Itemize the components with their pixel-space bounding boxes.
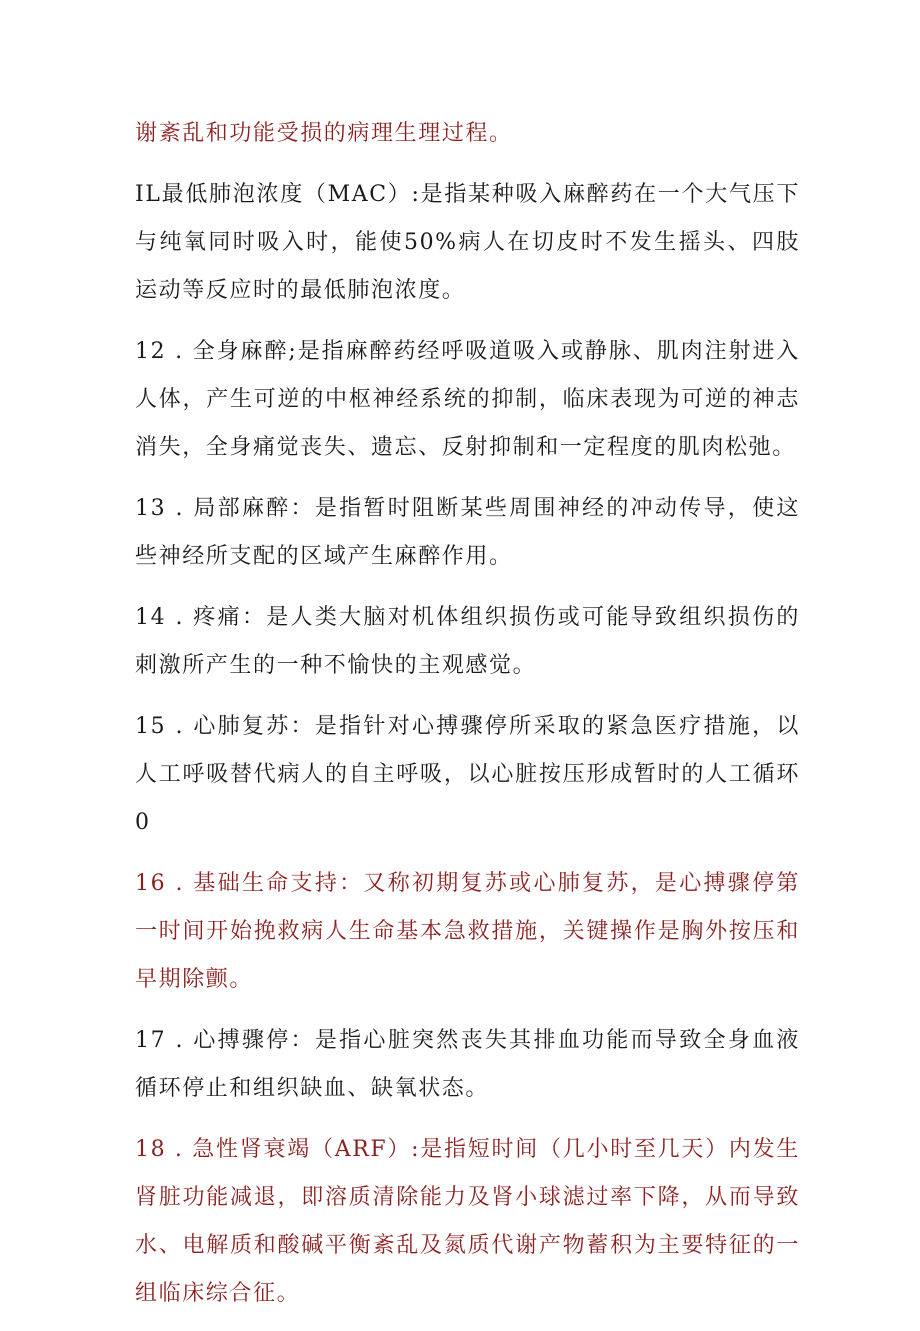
paragraph-continuation: 谢紊乱和功能受损的病理生理过程。 — [135, 121, 513, 146]
paragraph-cpr: 15 . 心肺复苏：是指针对心搏骤停所采取的紧急医疗措施，以人工呼吸替代病人的自主呼吸，以心脏按压形成暂时的人工循环0 — [135, 714, 800, 835]
paragraph-general-anesthesia: 12 . 全身麻醉;是指麻醉药经呼吸道吸入或静脉、肌肉注射进入人体，产生可逆的中枢神经系统的抑制，临床表现为可逆的神志消失，全身痛觉丧失、遗忘、反射抑制和一定程度的肌肉松弛。 — [135, 339, 800, 460]
paragraph-acute-renal-failure: 18 . 急性肾衰竭（ARF）:是指短时间（几小时至几天）内发生肾脏功能减退，即溶质清除能力及肾小球滤过率下降，从而导致水、电解质和酸碱平衡紊乱及氮质代谢产物蓄积为主要特征的一组临床综合征。 — [135, 1137, 800, 1306]
paragraph-local-anesthesia: 13 . 局部麻醉：是指暂时阻断某些周围神经的冲动传导，使这些神经所支配的区域产生麻醉作用。 — [135, 496, 800, 569]
document-body — [135, 110, 800, 1331]
paragraph-pain: 14 . 疼痛：是人类大脑对机体组织损伤或可能导致组织损伤的刺激所产生的一种不愉快的主观感觉。 — [135, 605, 800, 678]
paragraph-mac-definition: IL最低肺泡浓度（MAC）:是指某种吸入麻醉药在一个大气压下与纯氧同时吸入时，能使50%病人在切皮时不发生摇头、四肢运动等反应时的最低肺泡浓度。 — [135, 182, 800, 303]
paragraph-cardiac-arrest: 17 . 心搏骤停：是指心脏突然丧失其排血功能而导致全身血液循环停止和组织缺血、缺氧状态。 — [135, 1028, 800, 1101]
paragraph-basic-life-support: 16 . 基础生命支持：又称初期复苏或心肺复苏，是心搏骤停第一时间开始挽救病人生命基本急救措施，关键操作是胸外按压和早期除颤。 — [135, 871, 800, 992]
